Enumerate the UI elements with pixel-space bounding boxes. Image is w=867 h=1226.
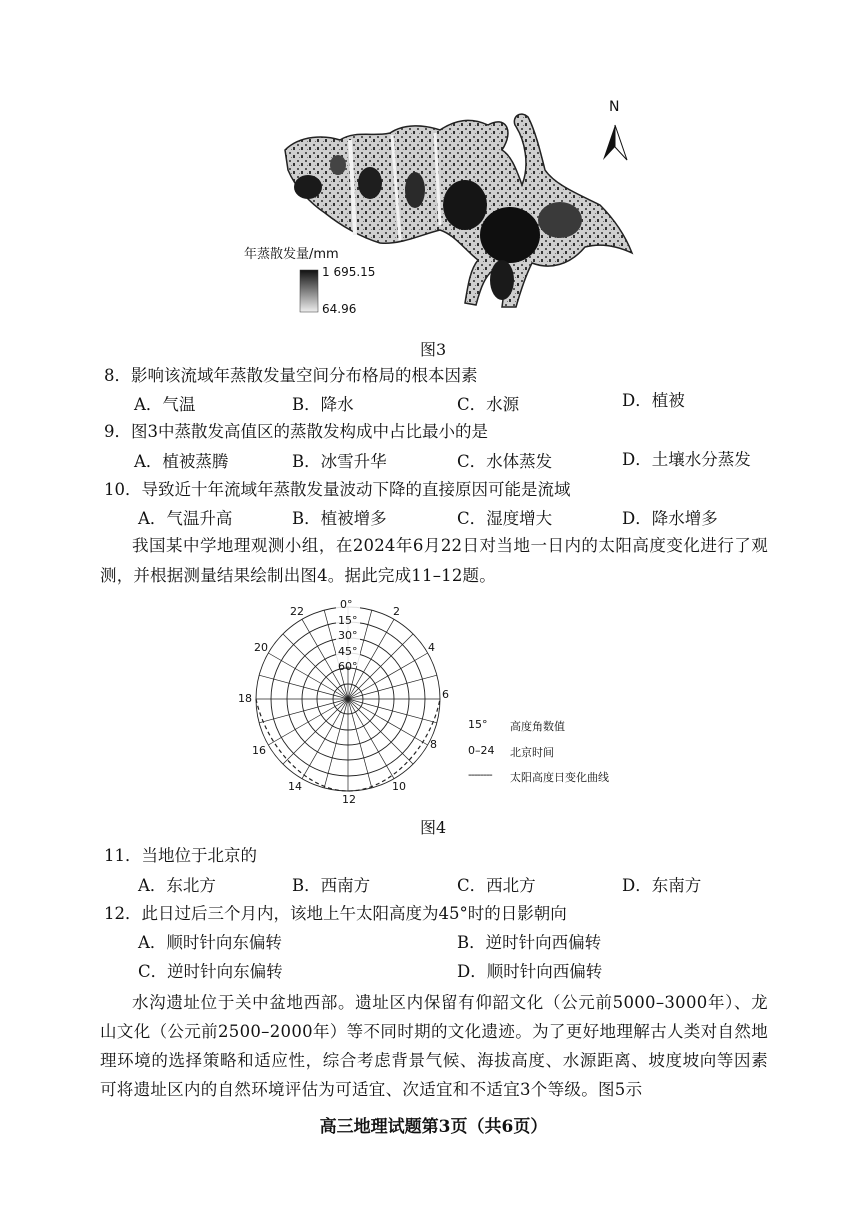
altitude-label: 30° bbox=[338, 629, 358, 642]
option-d: D．植被 bbox=[622, 391, 685, 410]
question-stem: 8．影响该流域年蒸散发量空间分布格局的根本因素 bbox=[104, 366, 478, 385]
hour-spoke bbox=[348, 675, 437, 699]
hour-spoke bbox=[283, 699, 348, 764]
closing-paragraph: 水沟遗址位于关中盆地西部。遗址区内保留有仰韶文化（公元前5000–3000年）、龙山文化（公元前2500–2000年）等不同时期的文化遗迹。为了更好地理解古人类对自然地理环境的选择策略和适应性，综合考虑背景气候、海拔高度、水源距离、坡度坡向等因素可将遗址区内的自然环境评估为可适宜、次适宜和不适宜3个等级。图5示 bbox=[100, 993, 768, 1099]
legend-symbol: -------- bbox=[468, 768, 492, 781]
option-c: C．水源 bbox=[457, 395, 520, 414]
hour-label-4: 4 bbox=[428, 641, 435, 654]
option-a: A．东北方 bbox=[138, 876, 216, 895]
legend-title: 年蒸散发量/mm bbox=[244, 247, 339, 262]
option-a: A．植被蒸腾 bbox=[134, 452, 229, 471]
option-b: B．西南方 bbox=[292, 876, 371, 895]
figure-4 bbox=[236, 596, 656, 806]
intro-paragraph: 我国某中学地理观测小组，在2024年6月22日对当地一日内的太阳高度变化进行了观测，并根据测量结果绘制出图4。据此完成11–12题。 bbox=[100, 536, 768, 585]
question-stem: 11．当地位于北京的 bbox=[104, 846, 257, 865]
option-c: C．水体蒸发 bbox=[457, 452, 553, 471]
option-d: D．土壤水分蒸发 bbox=[622, 450, 751, 469]
hour-label-18: 18 bbox=[238, 692, 252, 705]
option-b: B．逆时针向西偏转 bbox=[457, 933, 602, 952]
option-b: B．植被增多 bbox=[292, 509, 387, 528]
hour-spoke bbox=[348, 699, 437, 723]
high-value-patch bbox=[443, 180, 487, 230]
option-a: A．气温升高 bbox=[138, 509, 233, 528]
hour-label-6: 6 bbox=[442, 688, 449, 701]
option-b: B．降水 bbox=[292, 395, 354, 414]
legend-min-value: 64.96 bbox=[322, 302, 357, 316]
hour-spoke bbox=[348, 699, 372, 788]
altitude-label: 45° bbox=[338, 645, 358, 658]
hour-label-2: 2 bbox=[393, 605, 400, 618]
altitude-label: 0° bbox=[340, 598, 353, 611]
legend-symbol: 15° bbox=[468, 718, 488, 731]
legend-text: 北京时间 bbox=[510, 746, 554, 759]
option-d: D．东南方 bbox=[622, 876, 702, 895]
evaporation-map bbox=[240, 95, 650, 325]
option-d: D．降水增多 bbox=[622, 509, 718, 528]
high-value-patch bbox=[480, 207, 540, 263]
option-b: B．冰雪升华 bbox=[292, 452, 387, 471]
option-c: C．西北方 bbox=[457, 876, 536, 895]
north-label: N bbox=[609, 99, 620, 115]
altitude-label: 60° bbox=[338, 660, 358, 673]
question-stem: 9．图3中蒸散发高值区的蒸散发构成中占比最小的是 bbox=[104, 422, 488, 441]
option-a: A．气温 bbox=[134, 395, 196, 414]
hour-spoke bbox=[302, 699, 348, 779]
sun-altitude-polar-chart bbox=[236, 596, 466, 806]
hour-spoke bbox=[268, 699, 348, 745]
high-value-patch bbox=[490, 260, 514, 300]
hour-label-14: 14 bbox=[288, 780, 302, 793]
hour-label-22: 22 bbox=[290, 605, 304, 618]
high-value-patch bbox=[405, 172, 425, 208]
option-a: A．顺时针向东偏转 bbox=[138, 933, 282, 952]
high-value-patch bbox=[538, 202, 582, 238]
legend-symbol: 0–24 bbox=[468, 744, 495, 757]
option-c: C．逆时针向东偏转 bbox=[138, 962, 283, 981]
hour-spoke bbox=[259, 699, 348, 723]
question-stem: 10．导致近十年流域年蒸散发量波动下降的直接原因可能是流域 bbox=[104, 480, 571, 499]
high-value-patch bbox=[294, 175, 322, 199]
high-value-patch bbox=[330, 155, 346, 175]
figure-3 bbox=[240, 95, 650, 325]
hour-label-16: 16 bbox=[252, 744, 266, 757]
hour-spoke bbox=[324, 699, 348, 788]
hour-label-8: 8 bbox=[430, 738, 437, 751]
legend-text: 太阳高度日变化曲线 bbox=[510, 771, 609, 784]
figure-4-caption: 图4 bbox=[420, 818, 447, 837]
option-c: C．湿度增大 bbox=[457, 509, 553, 528]
figure-3-caption: 图3 bbox=[420, 340, 447, 359]
page-footer: 高三地理试题第3页（共6页） bbox=[319, 1117, 548, 1137]
hour-spoke bbox=[259, 675, 348, 699]
legend-color-bar bbox=[300, 270, 318, 312]
north-arrow-icon bbox=[603, 125, 627, 160]
hour-label-10: 10 bbox=[392, 780, 406, 793]
altitude-label: 15° bbox=[338, 614, 358, 627]
high-value-patch bbox=[358, 167, 382, 199]
hour-spoke bbox=[348, 699, 428, 745]
option-d: D．顺时针向西偏转 bbox=[457, 962, 603, 981]
legend-text: 高度角数值 bbox=[510, 720, 565, 733]
legend-max-value: 1 695.15 bbox=[322, 265, 376, 279]
hour-spoke bbox=[348, 699, 394, 779]
hour-spoke bbox=[348, 699, 413, 764]
question-stem: 12．此日过后三个月内，该地上午太阳高度为45°时的日影朝向 bbox=[104, 904, 567, 923]
hour-label-20: 20 bbox=[254, 641, 268, 654]
hour-label-12: 12 bbox=[342, 793, 356, 806]
